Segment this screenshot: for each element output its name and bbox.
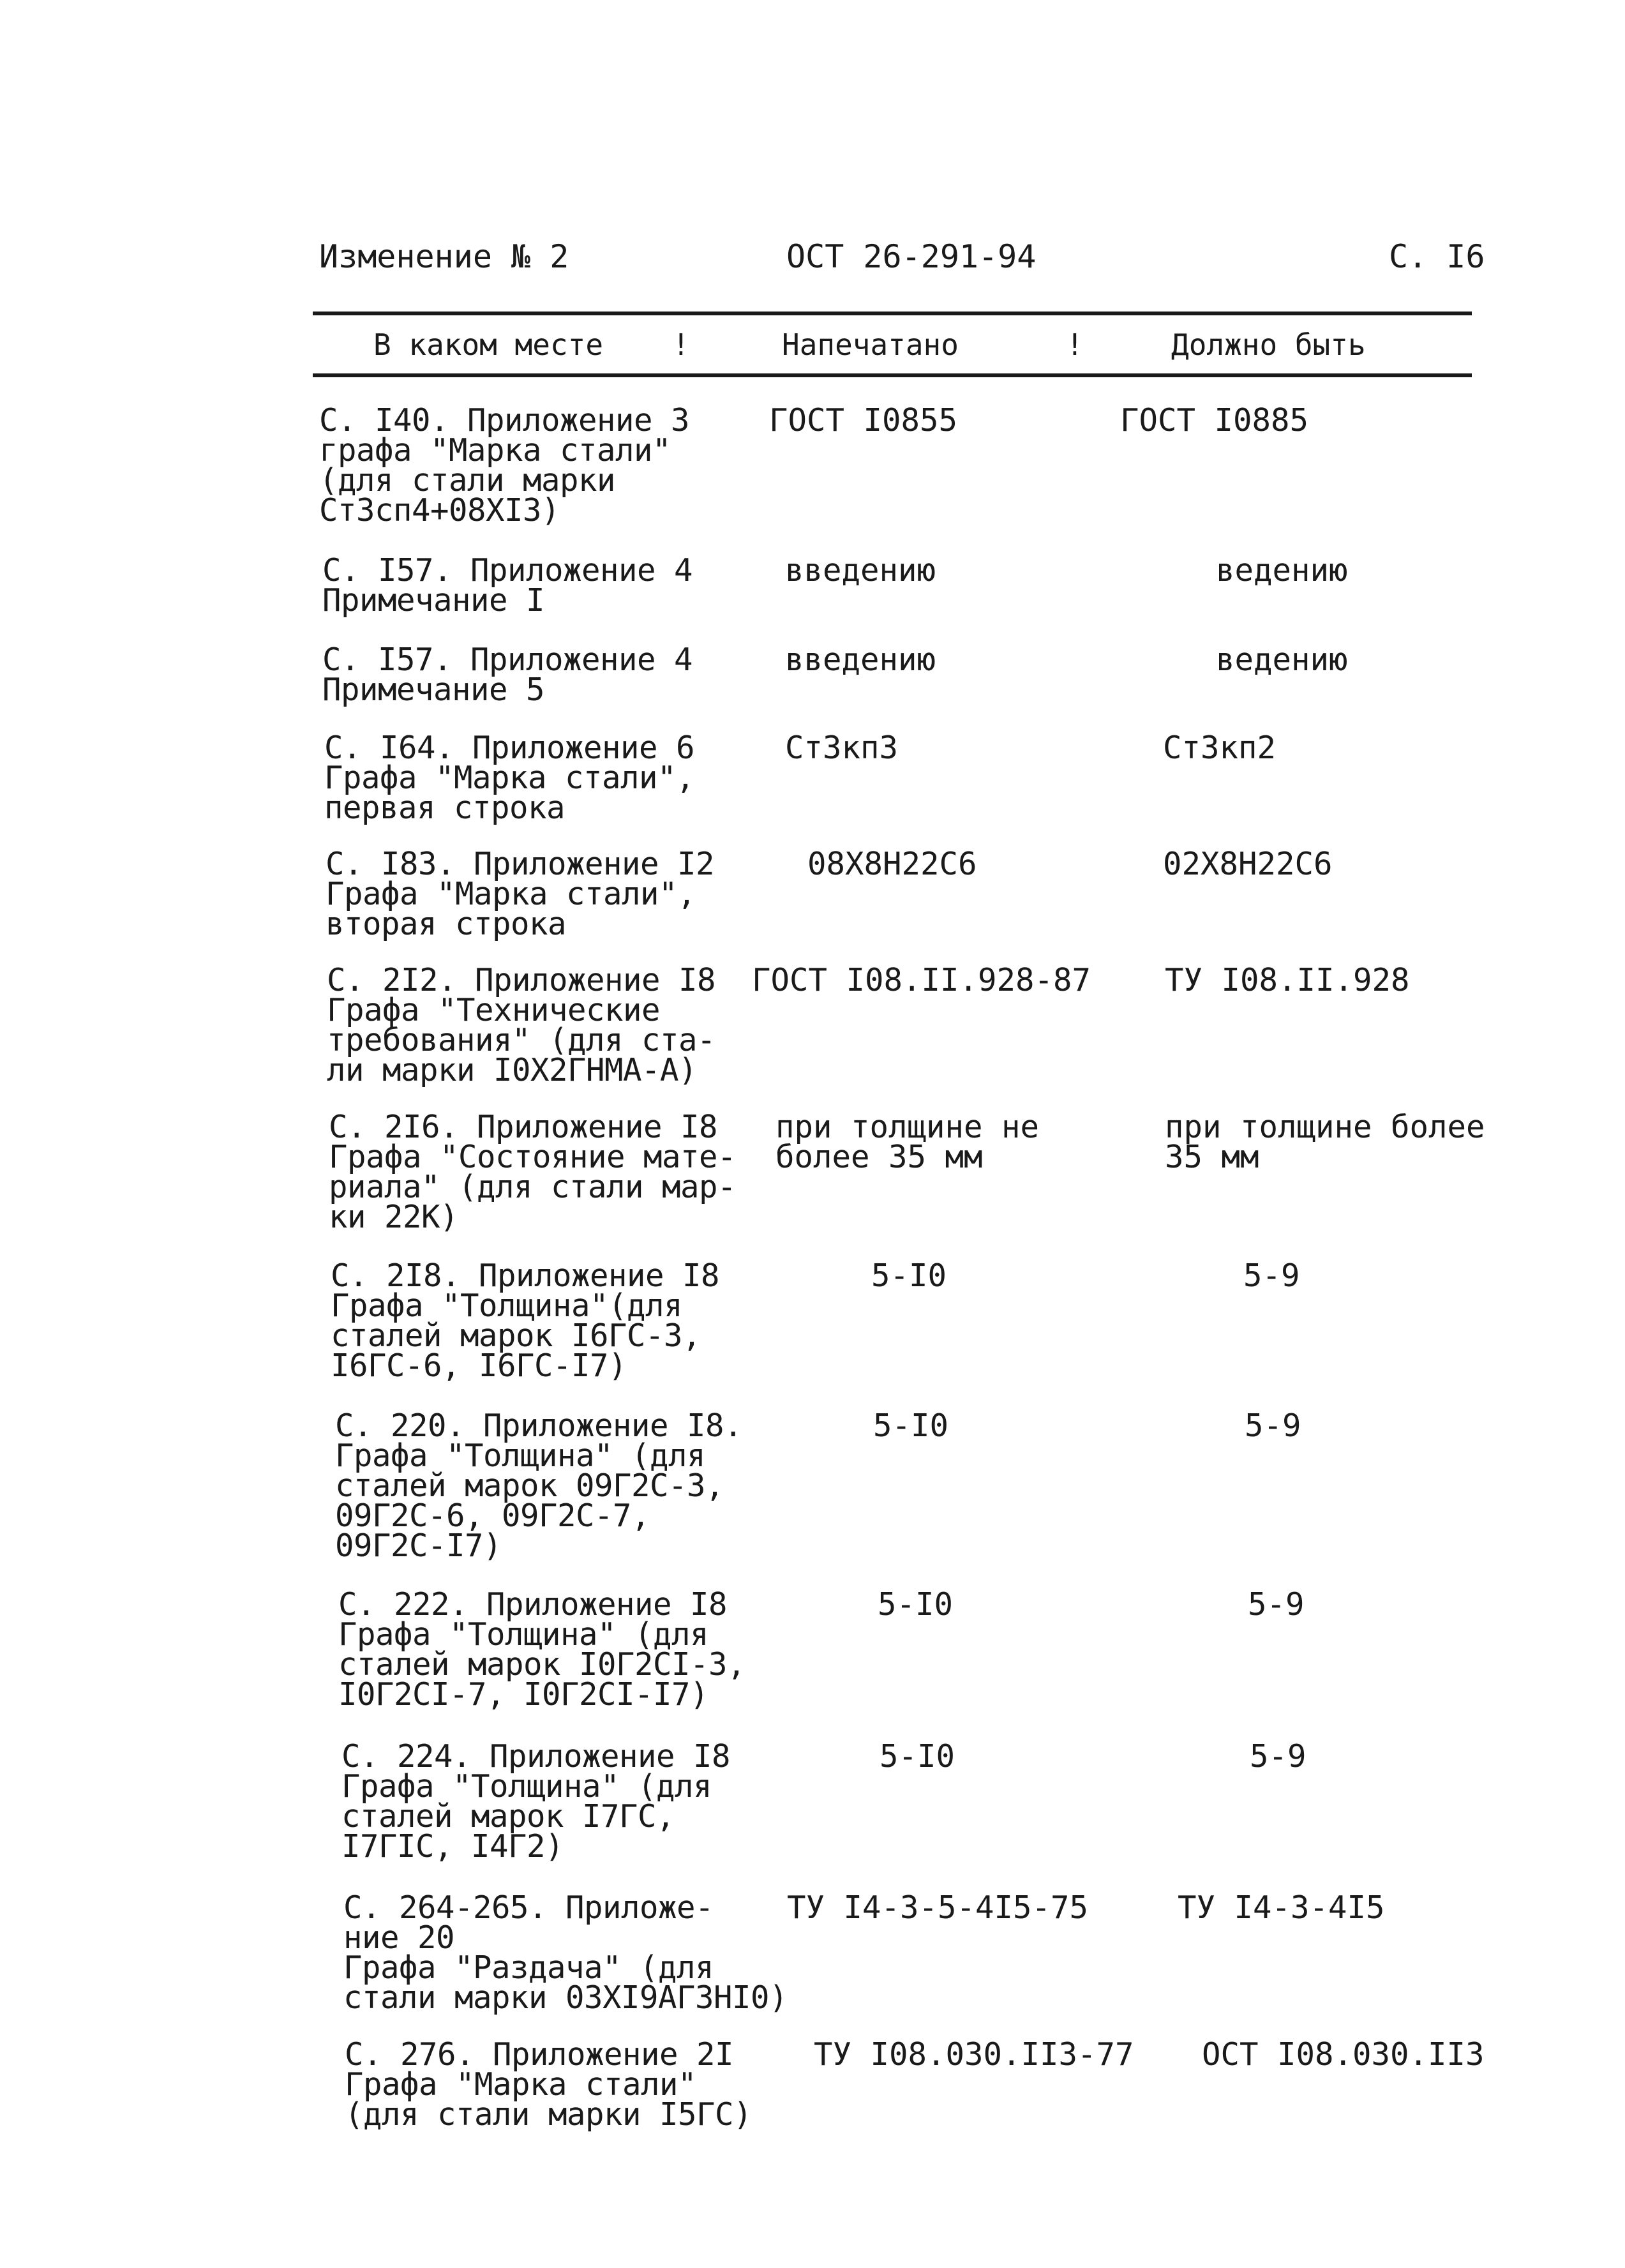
should-be-cell: ТУ I4-3-4I5	[1178, 1889, 1385, 1926]
printed-cell: Ст3кп3	[785, 730, 899, 766]
printed-cell: 08X8H22C6	[807, 846, 977, 882]
where-cell: С. I83. Приложение I2 Графа "Марка стали", вторая строка	[326, 846, 715, 942]
where-cell: С. 2I2. Приложение I8 Графа "Технические требования" (для ста- ли марки I0X2ГНМА-А)	[327, 962, 716, 1088]
column-separator: !	[1066, 327, 1084, 362]
where-cell: С. 222. Приложение I8 Графа "Толщина" (для сталей марок I0Г2СI-3, I0Г2СI-7, I0Г2СI-I7)	[338, 1586, 746, 1713]
printed-cell: 5-I0	[871, 1258, 947, 1294]
printed-cell: введению	[785, 552, 936, 589]
printed-cell: введению	[785, 642, 936, 678]
column-separator: !	[672, 327, 690, 362]
where-cell: С. I40. Приложение 3 графа "Марка стали" (для стали марки Ст3сп4+08XI3)	[319, 402, 690, 529]
should-be-cell: ОСТ I08.030.II3	[1202, 2036, 1485, 2073]
column-header-should-be: Должно быть	[1171, 327, 1366, 362]
standard-code: ОСТ 26-291-94	[786, 238, 1037, 275]
should-be-cell: 5-9	[1248, 1586, 1305, 1623]
table-header-rule	[313, 373, 1472, 377]
printed-cell: ГОСТ I08.II.928-87	[752, 962, 1091, 998]
page-number: С. I6	[1389, 238, 1485, 275]
where-cell: С. 264-265. Приложе- ние 20 Графа "Раздача" (для стали марки 03XI9АГ3НI0)	[343, 1889, 788, 2016]
should-be-cell: ведению	[1216, 552, 1348, 589]
where-cell: С. 220. Приложение I8. Графа "Толщина" (для сталей марок 09Г2С-3, 09Г2С-6, 09Г2С-7, 09Г2С-I7)	[335, 1408, 743, 1564]
printed-cell: при толщине не более 35 мм	[775, 1109, 1040, 1175]
should-be-cell: Ст3кп2	[1163, 730, 1277, 766]
should-be-cell: ТУ I08.II.928	[1165, 962, 1410, 998]
printed-cell: 5-I0	[873, 1408, 949, 1444]
printed-cell: ТУ I08.030.II3-77	[814, 2036, 1134, 2073]
table-top-rule	[313, 312, 1472, 315]
should-be-cell: ведению	[1216, 642, 1348, 678]
where-cell: С. I57. Приложение 4 Примечание 5	[322, 642, 693, 708]
printed-cell: ГОСТ I0855	[769, 402, 958, 439]
where-cell: С. I64. Приложение 6 Графа "Марка стали", первая строка	[324, 730, 695, 826]
change-number: Изменение № 2	[319, 238, 569, 275]
should-be-cell: 5-9	[1245, 1408, 1301, 1444]
printed-cell: 5-I0	[880, 1738, 955, 1775]
column-header-printed: Напечатано	[782, 327, 959, 362]
should-be-cell: 5-9	[1243, 1258, 1300, 1294]
should-be-cell: 02X8H22C6	[1163, 846, 1333, 882]
should-be-cell: при толщине более 35 мм	[1165, 1109, 1485, 1175]
column-header-where: В каком месте	[373, 327, 604, 362]
where-cell: С. I57. Приложение 4 Примечание I	[322, 552, 693, 619]
where-cell: С. 2I8. Приложение I8 Графа "Толщина"(для сталей марок I6ГС-3, I6ГС-6, I6ГС-I7)	[331, 1258, 720, 1384]
printed-cell: ТУ I4-3-5-4I5-75	[787, 1889, 1089, 1926]
should-be-cell: 5-9	[1250, 1738, 1307, 1775]
where-cell: С. 276. Приложение 2I Графа "Марка стали" (для стали марки I5ГС)	[345, 2036, 753, 2133]
should-be-cell: ГОСТ I0885	[1120, 402, 1309, 439]
where-cell: С. 2I6. Приложение I8 Графа "Состояние мате- риала" (для стали мар- ки 22К)	[329, 1109, 737, 1235]
where-cell: С. 224. Приложение I8 Графа "Толщина" (для сталей марок I7ГС, I7ГIС, I4Г2)	[341, 1738, 731, 1865]
printed-cell: 5-I0	[878, 1586, 954, 1623]
